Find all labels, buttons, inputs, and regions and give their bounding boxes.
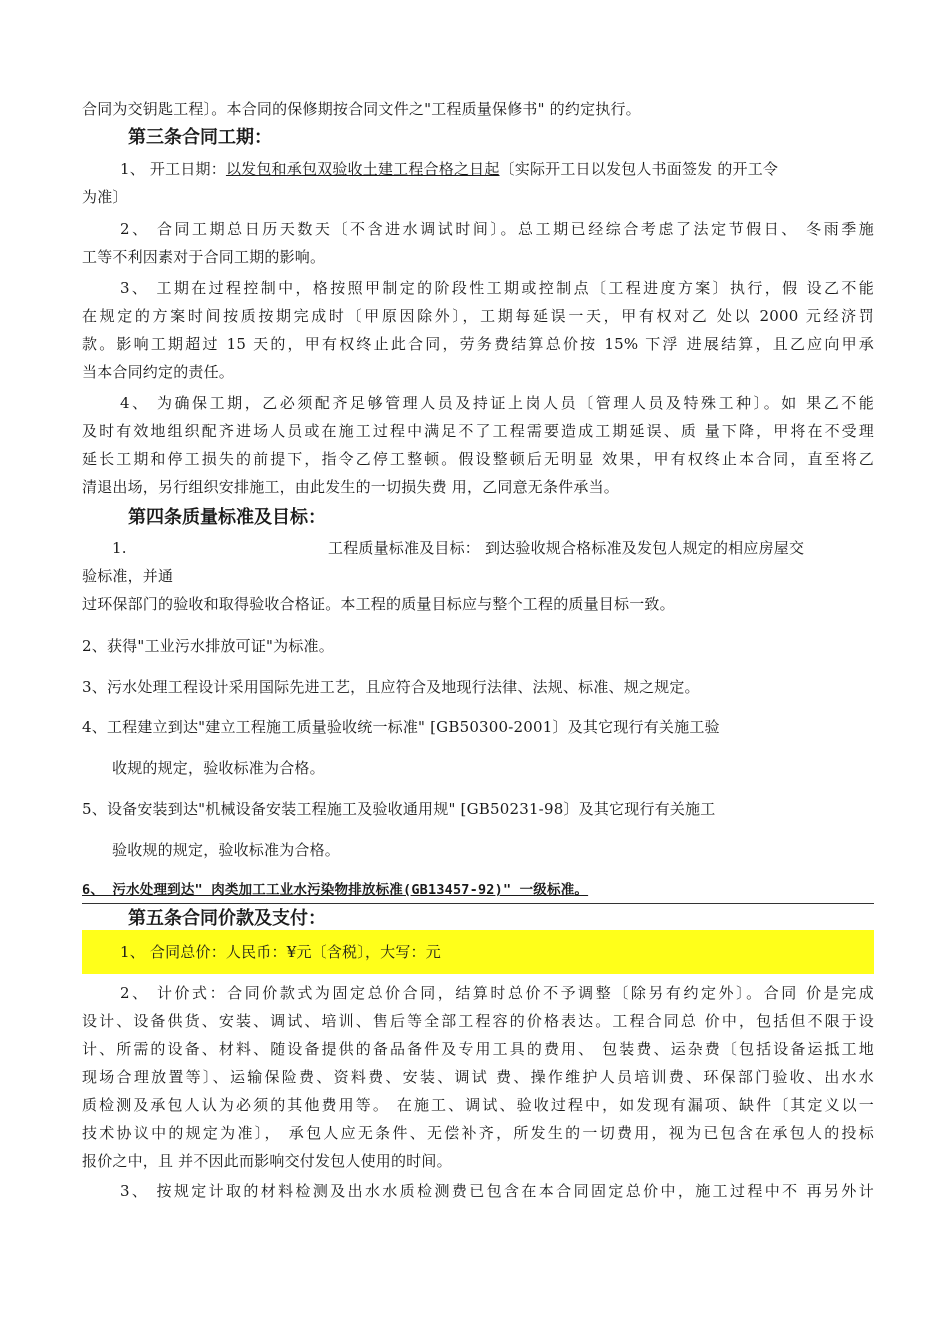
art4-item1-number: 1.	[112, 539, 127, 557]
art4-item5-line1: 5、设备安装到达"机械设备安装工程施工及验收通用规" [GB50231-98〕及其它现行有关施工	[82, 800, 716, 818]
art3-item1-underlined: 以发包和承包双验收土建工程合格之日起	[225, 160, 500, 178]
art5-item2-line5: 质检测及承包人认为必须的其他费用等。 在施工、调试、验收过程中，如发现有漏项、缺件〔其定义以一	[82, 1096, 874, 1114]
art3-item1-label: 开工日期：	[149, 160, 226, 178]
art3-item3-line3: 款。影响工期超过 15 天的，甲有权终止此合同，劳务费结算总价按 15% 下浮 进展结算，且乙应向甲承	[82, 335, 874, 353]
art3-item4-line3: 延长工期和停工损失的前提下，指令乙停工整顿。假设整顿后无明显 效果，甲有权终止本合同，直至将乙	[82, 450, 874, 468]
art5-item2-line3: 计、所需的设备、材料、随设备提供的备品备件及专用工具的费用、 包装费、运杂费〔包括设备运抵工地	[82, 1040, 874, 1058]
art3-item4-line1: 4、 为确保工期，乙必须配齐足够管理人员及持证上岗人员〔管理人员及特殊工种〕。如 果乙不能	[120, 394, 874, 412]
art4-item4-line1: 4、工程建立到达"建立工程施工质量验收统一标准" [GB50300-2001〕及其它现行有关施工验	[82, 718, 720, 736]
art5-item2-line7: 报价之中，且 并不因此而影响交付发包人使用的时间。	[82, 1152, 452, 1170]
art4-item1-line2: 验标准，并通	[82, 567, 174, 585]
art5-item2-line1: 2、 计价式：合同价款式为固定总价合同，结算时总价不予调整〔除另有约定外〕。合同 价是完成	[120, 984, 874, 1002]
art5-item2-line2: 设计、设备供货、安装、调试、培训、售后等全部工程容的价格表达。工程合同总 价中，包括但不限于设	[82, 1012, 874, 1030]
art3-item1-rest: 〔实际开工日以发包人书面签发 的开工令	[499, 160, 779, 178]
section-divider	[82, 903, 874, 904]
art5-item2-line4: 现场合理放置等〕、运输保险费、资料费、安装、调试 费、操作维护人员培训费、环保部门验收、出水水	[82, 1068, 874, 1086]
art4-item6: 6、 污水处理到达" 肉类加工工业水污染物排放标准(GB13457-92)" 一级标准。	[82, 882, 589, 898]
art5-item3-line1: 3、 按规定计取的材料检测及出水水质检测费已包含在本合同固定总价中，施工过程中不 再另外计	[120, 1182, 874, 1200]
art4-item5-line2: 验收规的规定，验收标准为合格。	[112, 841, 341, 859]
art5-item2-line6: 技术协议中的规定为准〕， 承包人应无条件、无偿补齐，所发生的一切费用，视为已包含在承包人的投标	[82, 1124, 874, 1142]
art3-item4-line2: 及时有效地组织配齐进场人员或在施工过程中满足不了工程需要造成工期延误、质 量下降，甲将在不受理	[82, 422, 874, 440]
art3-item4-line4: 清退出场，另行组织安排施工，由此发生的一切损失费 用，乙同意无条件承当。	[82, 478, 619, 496]
art4-item1-text: 工程质量标准及目标： 到达验收规合格标准及发包人规定的相应房屋交	[328, 539, 805, 557]
article-5-heading: 第五条合同价款及支付：	[128, 908, 326, 929]
art5-item1: 1、 合同总价：人民币：¥元〔含税〕，大写：元	[120, 943, 441, 961]
art4-item4-line2: 收规的规定，验收标准为合格。	[112, 759, 325, 777]
art3-item2-line2: 工等不利因素对于合同工期的影响。	[82, 248, 326, 266]
art3-item3-line2: 在规定的方案时间按质按期完成时〔甲原因除外〕，工期每延误一天，甲有权对乙 处以 2000 元经济罚	[82, 307, 874, 325]
art3-item2-line1: 2、 合同工期总日历天数天〔不含进水调试时间〕。总工期已经综合考虑了法定节假日、 冬雨季施	[120, 220, 874, 238]
art4-item2: 2、获得"工业污水排放可证"为标准。	[82, 637, 334, 655]
intro-line: 合同为交钥匙工程〕。本合同的保修期按合同文件之"工程质量保修书" 的约定执行。	[82, 100, 641, 118]
art3-item1-line1	[82, 157, 874, 181]
art3-item3-line4: 当本合同约定的责任。	[82, 363, 235, 381]
art4-item3: 3、污水处理工程设计采用国际先进工艺，且应符合及地现行法律、法规、标准、规之规定。	[82, 678, 700, 696]
art3-item3-line1: 3、 工期在过程控制中，格按照甲制定的阶段性工期或控制点〔工程进度方案〕执行，假 设乙不能	[120, 279, 874, 297]
article-3-heading: 第三条合同工期：	[128, 127, 272, 148]
art3-item1-line2: 为准〕	[82, 188, 128, 206]
art4-item1-line3: 过环保部门的验收和取得验收合格证。本工程的质量目标应与整个工程的质量目标一致。	[82, 595, 675, 613]
art3-item1-number: 1、	[120, 160, 145, 178]
article-4-heading: 第四条质量标准及目标：	[128, 507, 326, 528]
